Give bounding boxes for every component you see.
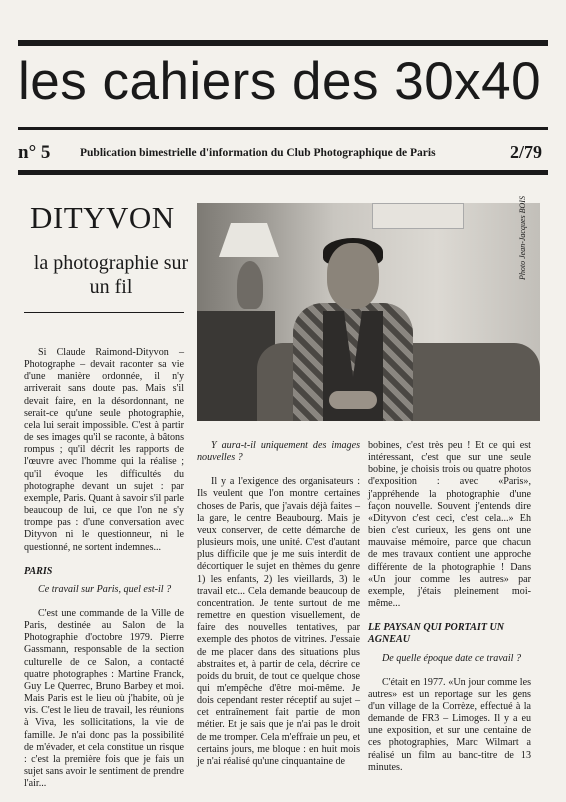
article-column-2 <box>197 440 360 780</box>
portrait-photo <box>197 203 540 421</box>
answer-paragraph: C'était en 1977. «Un jour comme les autres» est un reportage sur les gens d'un village de la Corrèze, effectué à la demande de FR3 – Limoges. Il y a eu une exposition, et sur une centaine de ces photographies, Marc Wilmart a réalisé un film au banc-titre de 13 minutes. <box>368 676 531 773</box>
article-column-3 <box>368 440 531 786</box>
photo-credit: Photo Jean-Jacques BOIS <box>518 196 527 280</box>
article-column-1 <box>24 347 184 802</box>
section-heading-paris: PARIS <box>24 565 53 577</box>
article-subhead: la photographie sur un fil <box>33 252 189 298</box>
person-head <box>327 243 379 309</box>
answer-paragraph: Il y a l'exigence des organisateurs : Ils veulent que l'on montre certaines choses de Paris, que j'avais déjà faites – la gare, le centre Beaubourg. Mais je veux conserver, de cette démarche de plusieurs mois, une unité. C'est d'autant plus difficile que je me suis interdit de décortiquer le sujet en thèmes du genre 1) les enfants, 2) les vieillards, 3) le travail etc... Cela demande beaucoup de concentration. Je tente surtout de me remettre en question visuellement, de faire des nouvelles tentatives, par exemple des photos de vitrines. J'essaie de me placer dans des situations plus abstraites et, à partir de cela, décrire ce poids du bruit, de tout ce quelque chose qui m'empêche d'être moi-même. Je dois cependant rester réceptif au sujet – cet entraînement fait partie de mon métier. Et je sais que je n'ai pas le droit de me tromper. Cela m'effraie un peu, et certains jours, me bloque : en huit mois je n'ai réalisé qu'une cinquantaine de <box>197 476 360 767</box>
interview-question: Y aura-t-il uniquement des images nouvelles ? <box>197 440 360 464</box>
subhead-rule <box>24 312 184 313</box>
issue-rule <box>18 170 548 175</box>
issue-bar <box>18 142 548 166</box>
lamp-shade <box>219 223 279 257</box>
top-rule <box>18 40 548 46</box>
intro-paragraph: Si Claude Raimond-Dityvon – Photographe – devait raconter sa vie d'une manière ordonnée, il n'y arriverait sans doute pas. Mais s'il devait faire, en la désordonnant, ne serait-ce qu'une seule photographie, cela lui serait impossible. C'est à partir de ses images qu'il se raconte, à bâtons rompus ; qu'il décrit les rapports de l'œuvre avec l'homme qui la réalise ; qu'il évoque les difficultés du photographe devant un sujet : par exemple, Paris. Quant à savoir s'il parle beaucoup de lui, ce que l'on ne s'y trompe pas : d'une conversation avec Dityvon ni le questionneur, ni le questionné, ne sortent indemnes... <box>24 347 184 553</box>
issue-number: n° 5 <box>18 142 51 163</box>
masthead-title: les cahiers des 30x40 <box>18 52 542 111</box>
masthead-rule <box>18 127 548 130</box>
issue-date: 2/79 <box>509 142 542 162</box>
interview-question: Ce travail sur Paris, quel est-il ? <box>38 583 172 595</box>
interview-question: De quelle époque date ce travail ? <box>382 652 522 664</box>
lamp-base <box>237 261 263 309</box>
person-hands <box>329 391 377 409</box>
wall-frame <box>372 203 464 229</box>
answer-paragraph: bobines, c'est très peu ! Et ce qui est intéressant, c'est que sur une seule bobine, je choisis trois ou quatre photos d'exposition : avec «Paris», j'appréhende la photographie d'une façon nouvelle. Souvent j'entends dire «Dityvon c'est ceci, c'est cela...» Eh bien c'est curieux, les gens ont une mauvaise mémoire, parce que chacun de mes travaux contient une approche différente de la photographie ! Dans «Un jour comme les autres» par exemple, j'étais pleinement moi-même... <box>368 440 531 610</box>
section-heading-paysan: LE PAYSAN QUI PORTAIT UN AGNEAU <box>368 622 505 646</box>
article-headline: DITYVON <box>30 200 175 235</box>
issue-description: Publication bimestrielle d'information du Club Photographique de Paris <box>80 147 436 159</box>
answer-paragraph: C'est une commande de la Ville de Paris, destinée au Salon de la Photographie d'octobre 1979. Pierre Gassmann, responsable de la section culturelle de ce Salon, a contacté quatre photographes : Martine Franck, Guy Le Querrec, Bruno Barbey et moi. Mais Paris est le lieu où j'habite, où je vis. C'est le lieu de travail, les réunions à Viva, les sollicitations, la vie de famille. Je n'ai donc pas la possibilité de m'évader, et cela constitue un risque : c'est la première fois que je fais un sujet sans avoir le sentiment de prendre l'air... <box>24 607 184 790</box>
